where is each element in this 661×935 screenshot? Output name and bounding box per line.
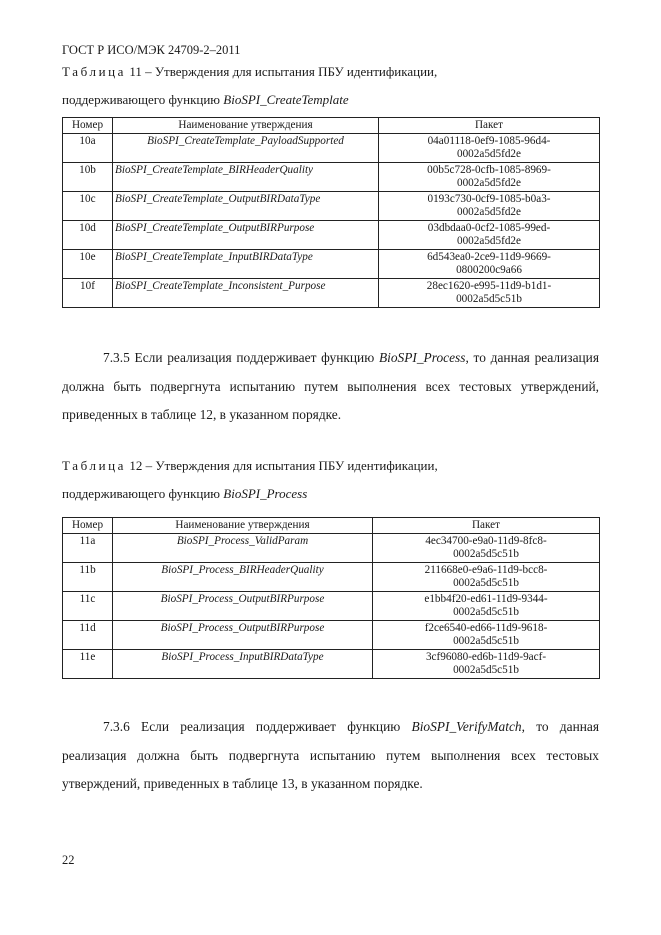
package-id xyxy=(373,563,600,592)
paragraph-7-3-5 xyxy=(62,344,599,430)
assertion-name: BioSPI_Process_BIRHeaderQuality xyxy=(113,563,373,592)
row-number: 11e xyxy=(63,650,113,679)
function-name: BioSPI_Process xyxy=(378,350,466,365)
package-id-part1: 04a01118-0ef9-1085-96d4- xyxy=(427,135,551,147)
table-11-caption xyxy=(62,64,437,80)
caption-text: – Утверждения для испытания ПБУ идентификации, xyxy=(142,458,438,473)
column-header-number: Номер xyxy=(63,518,113,534)
table-row xyxy=(63,250,600,279)
row-number: 11c xyxy=(63,592,113,621)
table-header-row xyxy=(63,518,600,534)
package-id-part2: 0002a5d5fd2e xyxy=(456,235,521,247)
package-id xyxy=(373,621,600,650)
package-id xyxy=(379,134,600,163)
page-number: 22 xyxy=(62,853,75,867)
row-number: 10a xyxy=(63,134,113,163)
caption-label: Таблица xyxy=(62,458,127,473)
package-id-part2: 0002a5d5fd2e xyxy=(456,148,521,160)
column-header-number: Номер xyxy=(63,118,113,134)
package-id xyxy=(373,592,600,621)
caption-line2-text: поддерживающего функцию xyxy=(62,486,224,501)
package-id-part1: 6d543ea0-2ce9-11d9-9669- xyxy=(427,251,551,263)
paragraph-text-end: , то данная реализация должна быть подвергнута испытанию путем выполнения всех тестовых утверждений, приведенных в таблице 13, в указанном порядке. xyxy=(62,719,599,791)
assertion-name: BioSPI_Process_InputBIRDataType xyxy=(113,650,373,679)
row-number: 11a xyxy=(63,534,113,563)
package-id-part1: 0193c730-0cf9-1085-b0a3- xyxy=(427,193,551,205)
assertion-name: BioSPI_CreateTemplate_InputBIRDataType xyxy=(113,250,379,279)
table-12-caption-line2 xyxy=(62,486,307,502)
package-id-part2: 0002a5d5c51b xyxy=(453,577,519,589)
package-id xyxy=(373,534,600,563)
package-id-part2: 0002a5d5c51b xyxy=(453,635,519,647)
package-id-part2: 0002a5d5c51b xyxy=(453,548,519,560)
caption-text: – Утверждения для испытания ПБУ идентификации, xyxy=(141,64,438,79)
caption-line2-text: поддерживающего функцию xyxy=(62,92,224,107)
assertion-name: BioSPI_Process_ValidParam xyxy=(113,534,373,563)
assertion-name: BioSPI_CreateTemplate_BIRHeaderQuality xyxy=(113,163,379,192)
package-id-part1: 4ec34700-e9a0-11d9-8fc8- xyxy=(425,535,547,547)
assertion-name: BioSPI_CreateTemplate_Inconsistent_Purpose xyxy=(113,279,379,308)
assertion-name: BioSPI_Process_OutputBIRPurpose xyxy=(113,592,373,621)
package-id-part2: 0002a5d5c51b xyxy=(453,606,519,618)
caption-label: Таблица xyxy=(62,64,127,79)
column-header-package: Пакет xyxy=(373,518,600,534)
package-id-part2: 0002a5d5c51b xyxy=(456,293,522,305)
package-id xyxy=(379,221,600,250)
table-11-caption-line2 xyxy=(62,92,349,108)
table-12-caption xyxy=(62,458,438,474)
package-id-part1: 00b5c728-0cfb-1085-8969- xyxy=(427,164,551,176)
table-header-row xyxy=(63,118,600,134)
caption-number: 12 xyxy=(129,458,143,473)
paragraph-text-end: , то данная реализация должна быть подвергнута испытанию путем выполнения всех тестовых утверждений, приведенных в таблице 12, в указанном порядке. xyxy=(62,350,600,422)
package-id-part1: 211668e0-e9a6-11d9-bcc8- xyxy=(424,564,548,576)
table-row xyxy=(63,192,600,221)
table-row xyxy=(63,279,600,308)
package-id-part1: e1bb4f20-ed61-11d9-9344- xyxy=(424,593,548,605)
package-id-part1: 03dbdaa0-0cf2-1085-99ed- xyxy=(427,222,551,234)
table-row xyxy=(63,134,600,163)
column-header-name: Наименование утверждения xyxy=(113,118,379,134)
package-id xyxy=(379,279,600,308)
assertion-name: BioSPI_CreateTemplate_PayloadSupported xyxy=(113,134,379,163)
package-id-part1: f2ce6540-ed66-11d9-9618- xyxy=(424,622,548,634)
row-number: 10c xyxy=(63,192,113,221)
row-number: 10e xyxy=(63,250,113,279)
package-id-part1: 3cf96080-ed6b-11d9-9acf- xyxy=(425,651,547,663)
assertion-name: BioSPI_CreateTemplate_OutputBIRPurpose xyxy=(113,221,379,250)
row-number: 10f xyxy=(63,279,113,308)
row-number: 10b xyxy=(63,163,113,192)
paragraph-text-start: 7.3.5 Если реализация поддерживает функцию xyxy=(103,350,379,365)
row-number: 10d xyxy=(63,221,113,250)
package-id xyxy=(379,192,600,221)
package-id-part2: 0800200c9a66 xyxy=(456,264,522,276)
paragraph-text-start: 7.3.6 Если реализация поддерживает функцию xyxy=(103,719,412,734)
package-id-part2: 0002a5d5c51b xyxy=(453,664,519,676)
table-row xyxy=(63,534,600,563)
table-row xyxy=(63,592,600,621)
package-id xyxy=(373,650,600,679)
paragraph-7-3-6 xyxy=(62,713,599,799)
table-12 xyxy=(62,517,600,679)
table-row xyxy=(63,563,600,592)
package-id-part2: 0002a5d5fd2e xyxy=(456,206,521,218)
table-row xyxy=(63,621,600,650)
table-row xyxy=(63,221,600,250)
assertion-name: BioSPI_Process_OutputBIRPurpose xyxy=(113,621,373,650)
function-name: BioSPI_VerifyMatch xyxy=(411,719,522,734)
document-header: ГОСТ Р ИСО/МЭК 24709-2–2011 xyxy=(62,43,241,57)
row-number: 11d xyxy=(63,621,113,650)
table-row xyxy=(63,163,600,192)
table-11 xyxy=(62,117,600,308)
row-number: 11b xyxy=(63,563,113,592)
package-id xyxy=(379,250,600,279)
column-header-name: Наименование утверждения xyxy=(113,518,373,534)
table-row xyxy=(63,650,600,679)
caption-function-name: BioSPI_Process xyxy=(223,486,308,501)
caption-function-name: BioSPI_CreateTemplate xyxy=(223,92,349,107)
package-id xyxy=(379,163,600,192)
package-id-part2: 0002a5d5fd2e xyxy=(456,177,521,189)
column-header-package: Пакет xyxy=(379,118,600,134)
assertion-name: BioSPI_CreateTemplate_OutputBIRDataType xyxy=(113,192,379,221)
package-id-part1: 28ec1620-e995-11d9-b1d1- xyxy=(426,280,552,292)
caption-number: 11 xyxy=(129,64,142,79)
